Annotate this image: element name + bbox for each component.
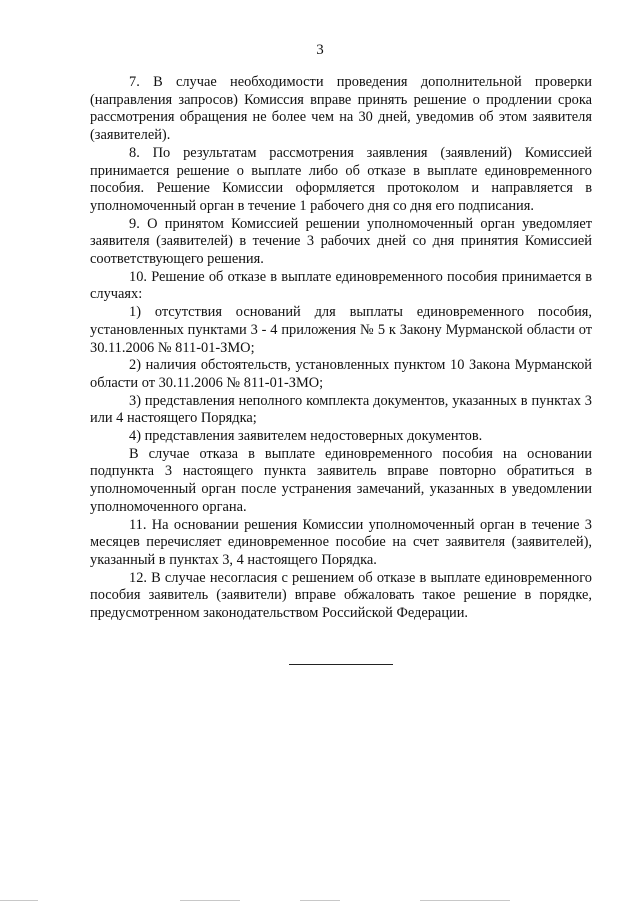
paragraph-10-refusal-note: В случае отказа в выплате единовременного пособия на основании подпункта 3 настоящего пункта заявитель вправе повторно обратиться в уполномоченный орган после устранения замечаний, указанных в уведомлении уполномоченного органа. — [90, 445, 592, 515]
paragraph-10: 10. Решение об отказе в выплате единовременного пособия принимается в случаях: — [90, 268, 592, 303]
paragraph-8: 8. По результатам рассмотрения заявления (заявлений) Комиссией принимается решение о выплате либо об отказе в выплате единовременного пособия. Решение Комиссии оформляется протоколом и направляется в уполномоченный орган в течение 1 рабочего дня со дня его подписания. — [90, 144, 592, 214]
paragraph-11: 11. На основании решения Комиссии уполномоченный орган в течение 3 месяцев перечисляет единовременное пособие на счет заявителя (заявителей), указанный в пунктах 3, 4 настоящего Порядка. — [90, 516, 592, 568]
paragraph-12: 12. В случае несогласия с решением об отказе в выплате единовременного пособия заявитель (заявители) вправе обжаловать такое решение в порядке, предусмотренном законодательством Российской Федерации. — [90, 569, 592, 622]
paragraph-10-item-3: 3) представления неполного комплекта документов, указанных в пунктах 3 или 4 настоящего Порядка; — [90, 392, 592, 427]
end-of-text-divider — [289, 664, 393, 665]
document-body — [90, 74, 592, 623]
scan-artifact — [420, 900, 510, 901]
scan-artifact — [300, 900, 340, 901]
paragraph-7: 7. В случае необходимости проведения дополнительной проверки (направления запросов) Комиссия вправе принять решение о продлении срока рассмотрения обращения не более чем на 30 дней, уведомив об этом заявителя (заявителей). — [90, 74, 592, 144]
paragraph-10-item-4: 4) представления заявителем недостоверных документов. — [129, 428, 483, 445]
scan-artifact — [0, 900, 38, 901]
scan-artifact — [180, 900, 240, 901]
page-number: 3 — [316, 42, 324, 58]
paragraph-10-item-1: 1) отсутствия оснований для выплаты единовременного пособия, установленных пунктами 3 - 4 приложения № 5 к Закону Мурманской области от 30.11.2006 № 811-01-ЗМО; — [90, 304, 592, 356]
paragraph-10-item-2: 2) наличия обстоятельств, установленных пунктом 10 Закона Мурманской области от 30.11.2006 № 811-01-ЗМО; — [90, 357, 592, 391]
paragraph-9: 9. О принятом Комиссией решении уполномоченный орган уведомляет заявителя (заявителей) в течение 3 рабочих дней со дня принятия Комиссией соответствующего решения. — [90, 215, 592, 268]
